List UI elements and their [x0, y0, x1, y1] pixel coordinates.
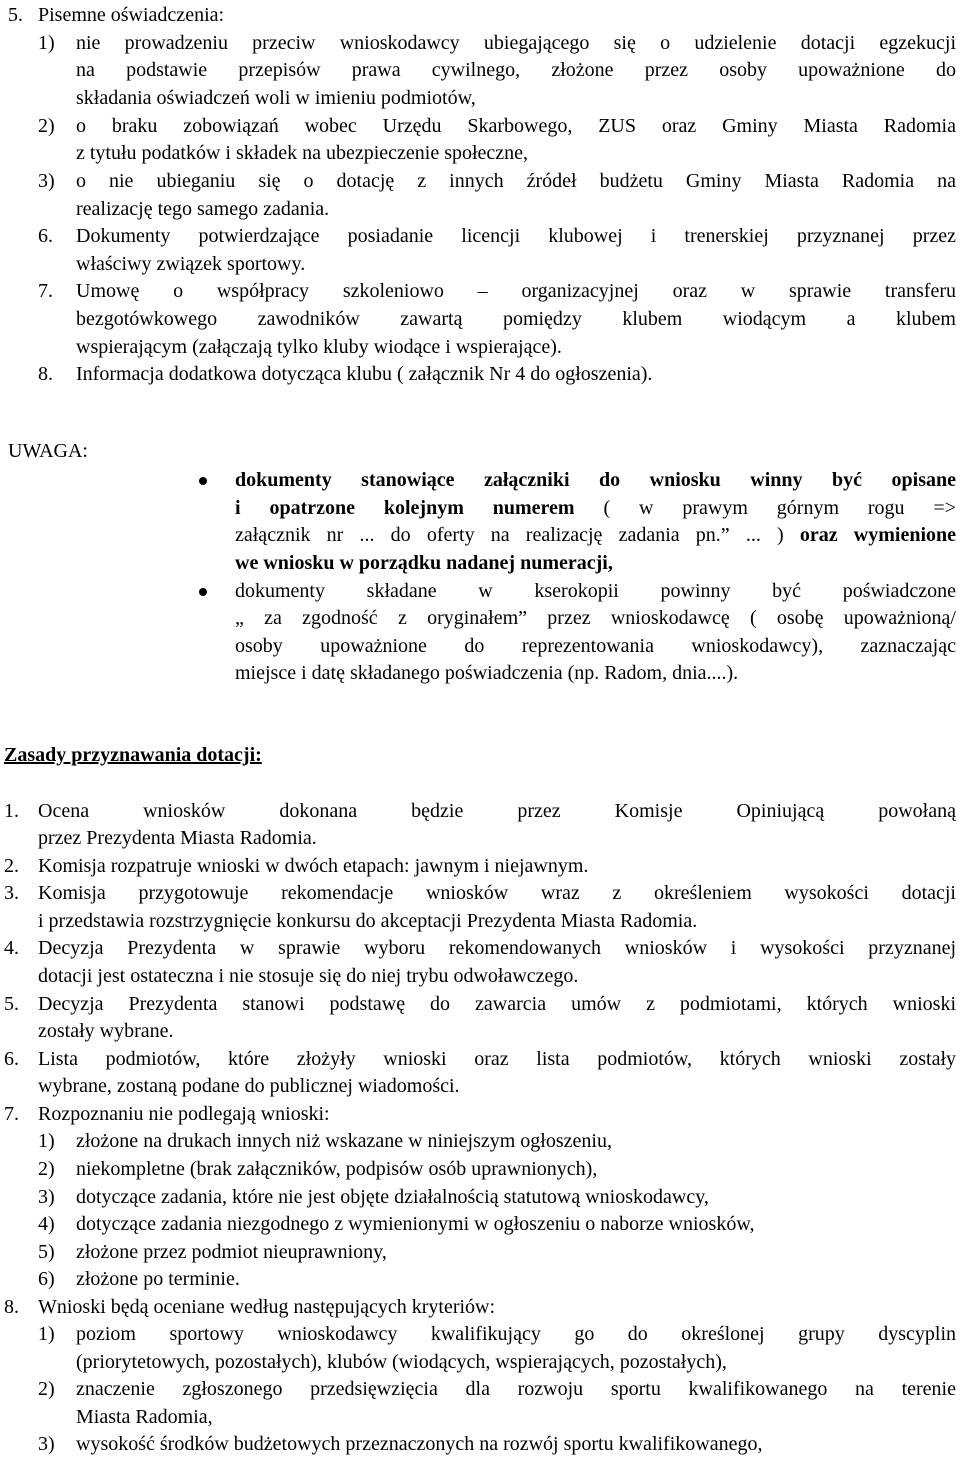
- bullet-icon: [199, 477, 207, 485]
- item-number: 6.: [38, 225, 53, 247]
- item-number: 2): [38, 115, 55, 137]
- item-text: Komisja przygotowuje rekomendacje wniosków wraz z określeniem wysokości dotacji: [38, 882, 956, 904]
- note-text: dokumenty stanowiące załączniki do wniosku winny być opisane: [235, 469, 956, 491]
- note-text: załącznik nr ... do oferty na realizację zadania pn.” ... ) oraz wymienione: [235, 524, 956, 546]
- item-text: Rozpoznaniu nie podlegają wnioski:: [38, 1103, 330, 1125]
- note-text: osoby upoważnione do reprezentowania wnioskodawcy), zaznaczając: [235, 635, 956, 657]
- item-text: Decyzja Prezydenta w sprawie wyboru rekomendowanych wniosków i wysokości przyznanej: [38, 937, 956, 959]
- sub-item-text: (priorytetowych, pozostałych), klubów (wiodących, wspierających, pozostałych),: [76, 1351, 727, 1373]
- item-text: z tytułu podatków i składek na ubezpieczenie społeczne,: [76, 142, 529, 164]
- item-text: składania oświadczeń woli w imieniu podmiotów,: [76, 87, 476, 109]
- item-text: wspierającym (załączają tylko kluby wiodące i wspierające).: [76, 336, 562, 358]
- item-text: Ocena wniosków dokonana będzie przez Komisje Opiniującą powołaną: [38, 800, 956, 822]
- item-number: 5.: [8, 4, 23, 26]
- item-text: Dokumenty potwierdzające posiadanie licencji klubowej i trenerskiej przyznanej przez: [76, 225, 956, 247]
- item-number: 1): [38, 32, 55, 54]
- item-number: 7.: [38, 280, 53, 302]
- item-number: 6.: [4, 1048, 19, 1070]
- item-number: 8.: [4, 1296, 19, 1318]
- note-text: dokumenty składane w kserokopii powinny być poświadczone: [235, 580, 956, 602]
- note-text: „ za zgodność z oryginałem” przez wnioskodawcę ( osobę upoważnioną/: [235, 607, 956, 629]
- item-number: 3.: [4, 882, 19, 904]
- item-text: realizację tego samego zadania.: [76, 198, 330, 220]
- item-text: Umowę o współpracy szkoleniowo – organizacyjnej oraz w sprawie transferu: [76, 280, 956, 302]
- item-text: Wnioski będą oceniane według następujących kryteriów:: [38, 1296, 496, 1318]
- item-text: Pisemne oświadczenia:: [38, 4, 225, 26]
- sub-item-text: Miasta Radomia,: [76, 1406, 213, 1428]
- item-text: dotacji jest ostateczna i nie stosuje się do niej trybu odwoławczego.: [38, 965, 579, 987]
- item-text: o braku zobowiązań wobec Urzędu Skarbowego, ZUS oraz Gminy Miasta Radomia: [76, 115, 956, 137]
- item-number: 2.: [4, 855, 19, 877]
- bullet-icon: [199, 588, 207, 596]
- item-text: i przedstawia rozstrzygnięcie konkursu do akceptacji Prezydenta Miasta Radomia.: [38, 910, 698, 932]
- item-text: Decyzja Prezydenta stanowi podstawę do zawarcia umów z podmiotami, których wnioski: [38, 993, 956, 1015]
- item-text: właściwy związek sportowy.: [76, 253, 306, 275]
- item-number: 5.: [4, 993, 19, 1015]
- note-text: miejsce i datę składanego poświadczenia (np. Radom, dnia....).: [235, 662, 739, 684]
- item-text: nie prowadzeniu przeciw wnioskodawcy ubiegającego się o udzielenie dotacji egzekucji: [76, 32, 956, 54]
- note-text: i opatrzone kolejnym numerem ( w prawym górnym rogu =>: [235, 497, 956, 519]
- item-number: 7.: [4, 1103, 19, 1125]
- item-text: na podstawie przepisów prawa cywilnego, złożone przez osoby upoważnione do: [76, 59, 956, 81]
- item-number: 4.: [4, 937, 19, 959]
- item-number: 3): [38, 170, 55, 192]
- item-text: Lista podmiotów, które złożyły wnioski oraz lista podmiotów, których wnioski zostały: [38, 1048, 956, 1070]
- item-text: bezgotówkowego zawodników zawartą pomiędzy klubem wiodącym a klubem: [76, 308, 956, 330]
- item-number: 8.: [38, 363, 53, 385]
- note-text: we wniosku w porządku nadanej numeracji,: [235, 552, 613, 574]
- item-text: o nie ubieganiu się o dotację z innych źródeł budżetu Gminy Miasta Radomia na: [76, 170, 956, 192]
- item-text: Komisja rozpatruje wnioski w dwóch etapach: jawnym i niejawnym.: [38, 855, 589, 877]
- item-text: wybrane, zostaną podane do publicznej wiadomości.: [38, 1075, 460, 1097]
- item-text: zostały wybrane.: [38, 1020, 174, 1042]
- item-number: 1.: [4, 800, 19, 822]
- item-text: Informacja dodatkowa dotycząca klubu ( załącznik Nr 4 do ogłoszenia).: [76, 363, 653, 385]
- item-text: przez Prezydenta Miasta Radomia.: [38, 827, 317, 849]
